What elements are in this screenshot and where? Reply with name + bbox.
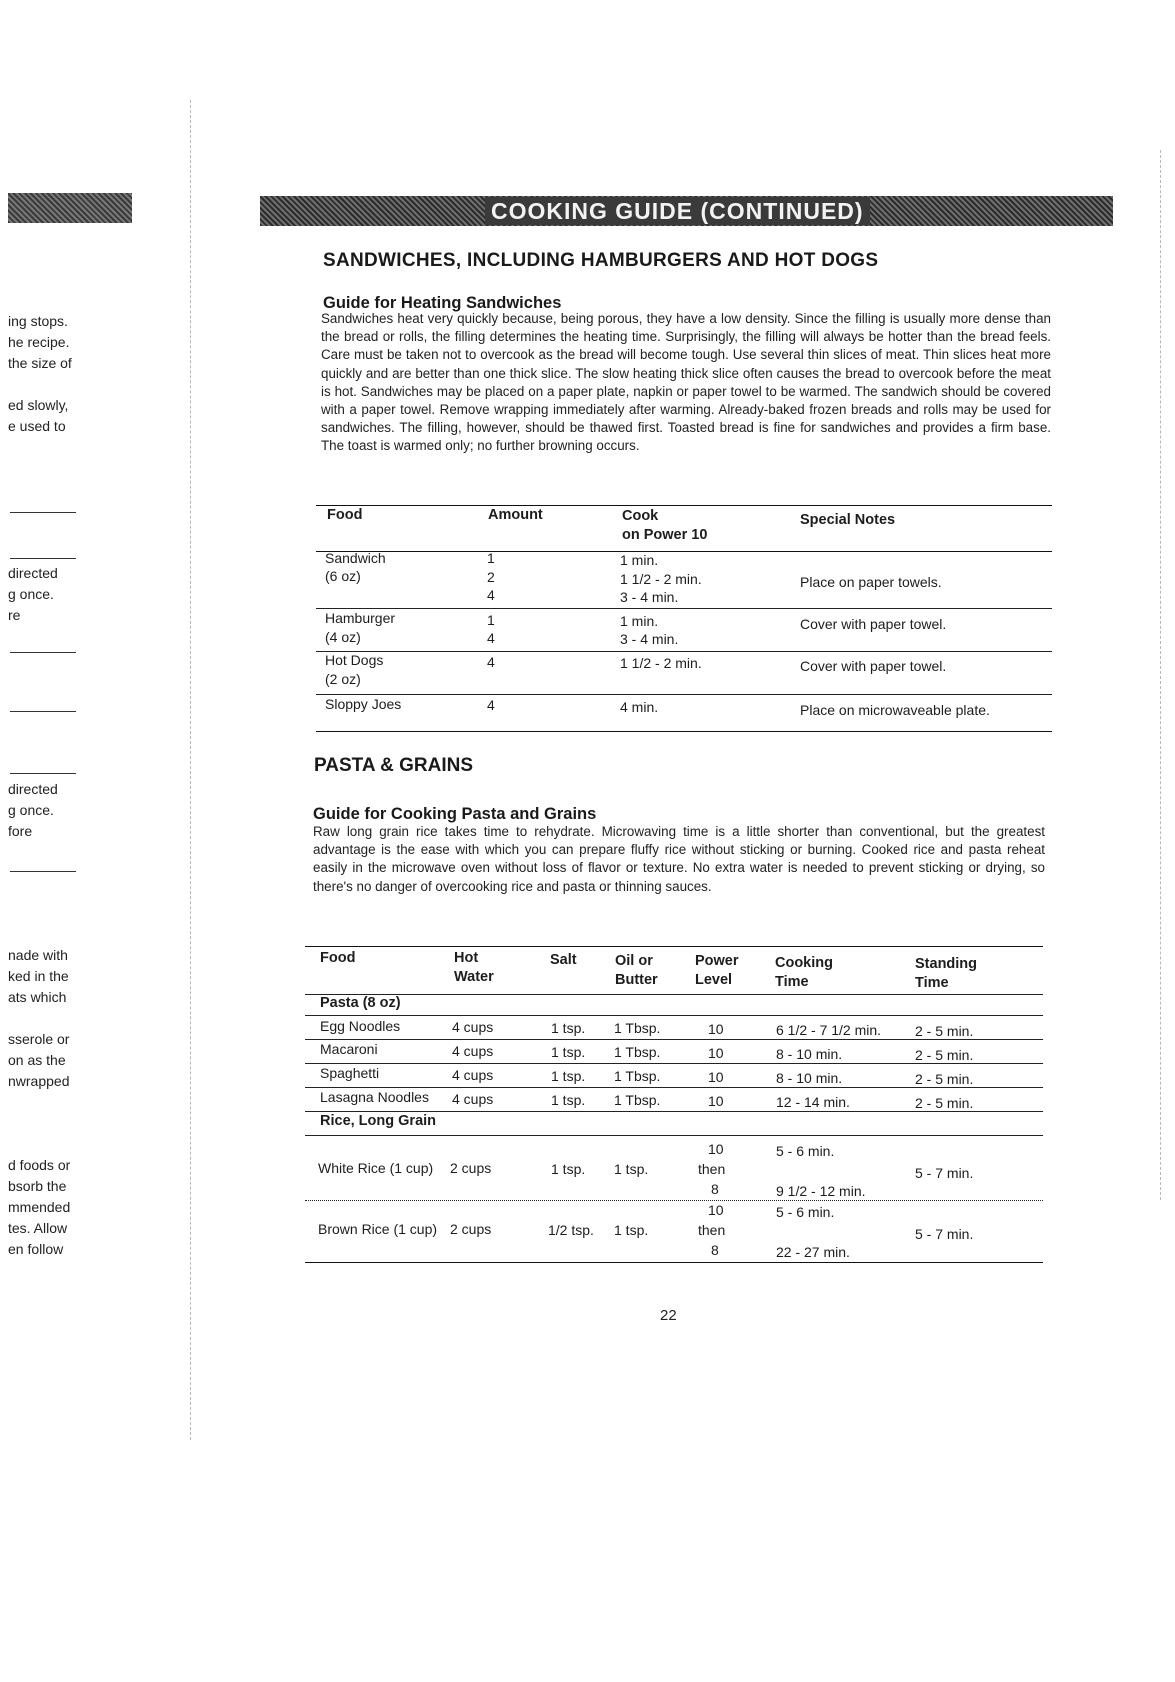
power-cell: 10 <box>708 1021 724 1037</box>
food-cell-weight: (6 oz) <box>325 568 361 584</box>
left-rule <box>10 512 76 513</box>
water-cell: 4 cups <box>452 1019 494 1035</box>
power-cell: 10 <box>708 1202 724 1218</box>
row-rule <box>316 694 1052 695</box>
standing-cell: 2 - 5 min. <box>915 1023 974 1039</box>
col-header-oil: Oil or <box>615 953 653 969</box>
cooking-cell: 9 1/2 - 12 min. <box>776 1183 866 1199</box>
left-fragment: tes. Allow <box>8 1220 68 1236</box>
col-header-cooking: Cooking <box>775 955 833 971</box>
standing-cell: 2 - 5 min. <box>915 1047 974 1063</box>
row-rule <box>305 1015 1043 1016</box>
cooking-cell: 6 1/2 - 7 1/2 min. <box>776 1022 882 1038</box>
note-cell: Cover with paper towel. <box>800 616 947 632</box>
left-fragment: d foods or <box>8 1157 71 1173</box>
power-cell: 10 <box>708 1141 724 1157</box>
row-rule <box>305 1135 1043 1136</box>
table-rule <box>316 505 1052 506</box>
table-rule <box>316 551 1052 552</box>
oil-cell: 1 Tbsp. <box>614 1068 661 1084</box>
food-cell: Brown Rice (1 cup) <box>318 1221 438 1237</box>
table-rule <box>305 1262 1043 1263</box>
cook-cell: 1 min. <box>620 613 659 629</box>
row-rule <box>316 608 1052 609</box>
food-cell: Hamburger <box>325 610 396 626</box>
col-header-cook: Cook <box>622 508 659 524</box>
col-header-cook-power: on Power 10 <box>622 527 708 543</box>
power-cell: then <box>698 1222 726 1238</box>
left-fragment: ked in the <box>8 968 69 984</box>
food-cell: Egg Noodles <box>320 1018 401 1034</box>
sandwiches-title: SANDWICHES, INCLUDING HAMBURGERS AND HOT DOGS <box>323 250 879 271</box>
pasta-title: PASTA & GRAINS <box>314 755 474 776</box>
salt-cell: 1 tsp. <box>551 1092 586 1108</box>
amount-cell: 1 <box>487 550 495 566</box>
oil-cell: 1 Tbsp. <box>614 1092 661 1108</box>
oil-cell: 1 Tbsp. <box>614 1044 661 1060</box>
row-rule <box>305 1087 1043 1088</box>
sandwiches-subtitle: Guide for Heating Sandwiches <box>323 294 562 312</box>
left-fragment: en follow <box>8 1241 64 1257</box>
col-header-amount: Amount <box>488 507 543 523</box>
food-cell-weight: (2 oz) <box>325 671 361 687</box>
row-rule <box>305 1063 1043 1064</box>
water-cell: 2 cups <box>450 1160 492 1176</box>
food-cell: Lasagna Noodles <box>320 1089 429 1105</box>
left-rule <box>10 773 76 774</box>
cook-cell: 3 - 4 min. <box>620 631 679 647</box>
power-cell: then <box>698 1161 726 1177</box>
power-cell: 10 <box>708 1093 724 1109</box>
water-cell: 4 cups <box>452 1091 494 1107</box>
cook-cell: 3 - 4 min. <box>620 589 679 605</box>
oil-cell: 1 tsp. <box>614 1222 649 1238</box>
col-header-salt: Salt <box>550 952 577 968</box>
page-title: COOKING GUIDE (CONTINUED) <box>485 197 870 225</box>
left-rule <box>10 871 76 872</box>
left-fragment: re <box>8 607 21 623</box>
pasta-paragraph: Raw long grain rice takes time to rehydrate. Microwaving time is a little shorter than conventional, but the greatest advantage is the ease with which you can prepare fluffy rice without sticking or burning. Cooked rice and pasta reheat easily in the microwave oven without loss of flavor or texture. No extra water is needed to prevent sticking or drying, so there's no danger of overcooking rice and pasta or thinning sauces. <box>313 824 1045 894</box>
amount-cell: 4 <box>487 654 495 670</box>
oil-cell: 1 Tbsp. <box>614 1020 661 1036</box>
left-fragment: bsorb the <box>8 1178 67 1194</box>
left-rule <box>10 711 76 712</box>
amount-cell: 4 <box>487 697 495 713</box>
note-cell: Cover with paper towel. <box>800 658 947 674</box>
col-header-standing: Standing <box>915 956 978 972</box>
left-fragment: sserole or <box>8 1031 70 1047</box>
sandwiches-paragraph: Sandwiches heat very quickly because, being porous, they have a low density. Since the filling is usually more dense than the bread or rolls, the filling determines the heating time. Surprisingly, the filling will always be hotter than the bread feels. Care must be taken not to overcook as the bread will become tough. Use several thin slices of meat. Thin slices heat more quickly and are better than one thick slice. The slow heating thick slice often causes the bread to overcook before the meat is hot. Sandwiches may be placed on a paper plate, napkin or paper towel to be warmed. The sandwich should be covered with a paper towel. Remove wrapping immediately after warming. Already-baked frozen breads and rolls may be used for sandwiches. The filling, however, should be thawed first. Toasted bread is fine for sandwiches and provides a firm base. The toast is warmed only; no further browning occurs. <box>321 311 1051 454</box>
left-fragment: ed slowly, <box>8 397 69 413</box>
table-rule <box>305 946 1043 947</box>
cook-cell: 4 min. <box>620 699 659 715</box>
standing-cell: 2 - 5 min. <box>915 1095 974 1111</box>
food-cell: Macaroni <box>320 1041 378 1057</box>
page-number: 22 <box>660 1307 677 1324</box>
col-header-power: Power <box>695 953 739 969</box>
amount-cell: 4 <box>487 587 495 603</box>
food-cell: Hot Dogs <box>325 652 384 668</box>
amount-cell: 4 <box>487 630 495 646</box>
col-header-water-2: Water <box>454 969 494 985</box>
left-fragment: g once. <box>8 802 54 818</box>
edge-line <box>1160 150 1161 1200</box>
note-cell: Place on microwaveable plate. <box>800 702 990 718</box>
left-fragment: directed <box>8 565 58 581</box>
left-fragment: ing stops. <box>8 313 68 329</box>
row-rule <box>305 1039 1043 1040</box>
salt-cell: 1 tsp. <box>551 1068 586 1084</box>
group-label-pasta: Pasta (8 oz) <box>320 995 401 1011</box>
water-cell: 2 cups <box>450 1221 492 1237</box>
power-cell: 8 <box>711 1242 719 1258</box>
col-header-notes: Special Notes <box>800 512 896 528</box>
left-fragment: he recipe. <box>8 334 70 350</box>
cooking-cell: 8 - 10 min. <box>776 1070 843 1086</box>
col-header-food: Food <box>320 950 356 966</box>
food-cell: Sloppy Joes <box>325 696 402 712</box>
food-cell: Sandwich <box>325 550 386 566</box>
col-header-standing-2: Time <box>915 975 949 991</box>
left-fragment: directed <box>8 781 58 797</box>
oil-cell: 1 tsp. <box>614 1161 649 1177</box>
water-cell: 4 cups <box>452 1067 494 1083</box>
amount-cell: 2 <box>487 569 495 585</box>
row-rule <box>305 1111 1043 1112</box>
left-page-banner-fragment <box>8 193 132 223</box>
cooking-cell: 12 - 14 min. <box>776 1094 850 1110</box>
table-rule <box>305 994 1043 995</box>
left-fragment: nwrapped <box>8 1073 70 1089</box>
left-fragment: g once. <box>8 586 54 602</box>
cooking-cell: 5 - 6 min. <box>776 1204 835 1220</box>
food-cell: Spaghetti <box>320 1065 380 1081</box>
left-fragment: on as the <box>8 1052 66 1068</box>
salt-cell: 1/2 tsp. <box>548 1222 594 1238</box>
table-rule <box>316 731 1052 732</box>
col-header-oil-2: Butter <box>615 972 658 988</box>
standing-cell: 2 - 5 min. <box>915 1071 974 1087</box>
col-header-food: Food <box>327 507 363 523</box>
power-cell: 10 <box>708 1045 724 1061</box>
standing-cell: 5 - 7 min. <box>915 1165 974 1181</box>
left-fragment: mmended <box>8 1199 71 1215</box>
cook-cell: 1 1/2 - 2 min. <box>620 655 702 671</box>
cooking-cell: 8 - 10 min. <box>776 1046 843 1062</box>
col-header-water: Hot <box>454 950 479 966</box>
cooking-cell: 5 - 6 min. <box>776 1143 835 1159</box>
left-fragment: nade with <box>8 947 68 963</box>
water-cell: 4 cups <box>452 1043 494 1059</box>
salt-cell: 1 tsp. <box>551 1020 586 1036</box>
row-rule <box>305 1200 1043 1201</box>
amount-cell: 1 <box>487 612 495 628</box>
power-cell: 8 <box>711 1181 719 1197</box>
cook-cell: 1 1/2 - 2 min. <box>620 571 702 587</box>
group-label-rice: Rice, Long Grain <box>320 1113 437 1129</box>
binding-line <box>190 100 191 1440</box>
left-rule <box>10 558 76 559</box>
col-header-cooking-2: Time <box>775 974 809 990</box>
note-cell: Place on paper towels. <box>800 574 942 590</box>
left-fragment: fore <box>8 823 33 839</box>
cooking-cell: 22 - 27 min. <box>776 1244 850 1260</box>
row-rule <box>316 651 1052 652</box>
col-header-power-2: Level <box>695 972 733 988</box>
salt-cell: 1 tsp. <box>551 1161 586 1177</box>
left-rule <box>10 652 76 653</box>
standing-cell: 5 - 7 min. <box>915 1226 974 1242</box>
pasta-subtitle: Guide for Cooking Pasta and Grains <box>313 805 597 823</box>
salt-cell: 1 tsp. <box>551 1044 586 1060</box>
power-cell: 10 <box>708 1069 724 1085</box>
cook-cell: 1 min. <box>620 552 659 568</box>
food-cell-weight: (4 oz) <box>325 629 361 645</box>
left-fragment: e used to <box>8 418 66 434</box>
left-fragment: the size of <box>8 355 72 371</box>
left-fragment: ats which <box>8 989 67 1005</box>
food-cell: White Rice (1 cup) <box>318 1160 434 1176</box>
